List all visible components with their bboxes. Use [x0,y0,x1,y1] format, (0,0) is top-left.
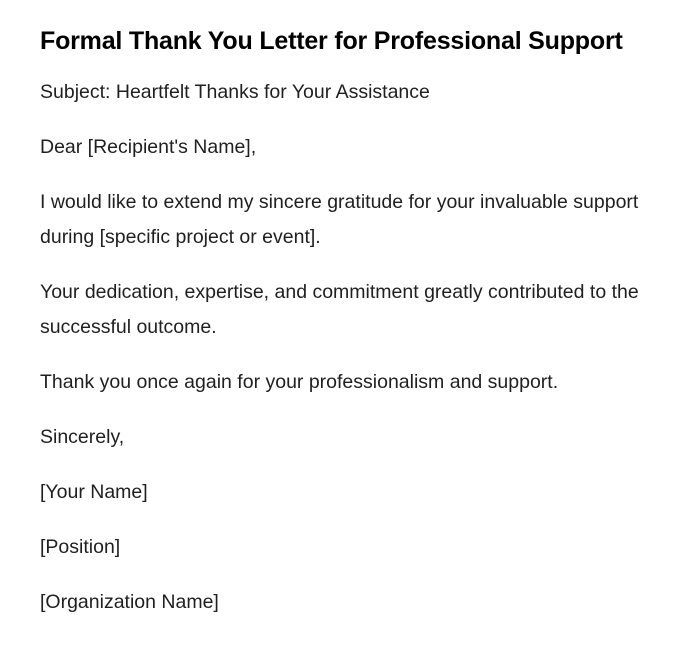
signature-name: [Your Name] [40,481,148,503]
letter-title: Formal Thank You Letter for Professional Support [40,27,623,55]
letter-paragraph-thanks: Thank you once again for your professionalism and support. [40,371,559,393]
letter-paragraph-gratitude: I would like to extend my sincere gratitude for your invaluable support during [specific project or event]. [40,191,639,248]
letter-paragraph-dedication: Your dedication, expertise, and commitment greatly contributed to the successful outcome. [40,281,639,338]
signature-organization: [Organization Name] [40,591,219,613]
letter-closing: Sincerely, [40,426,125,448]
letter-subject: Subject: Heartfelt Thanks for Your Assistance [40,81,430,103]
signature-position: [Position] [40,536,121,558]
letter-salutation: Dear [Recipient's Name], [40,136,257,158]
